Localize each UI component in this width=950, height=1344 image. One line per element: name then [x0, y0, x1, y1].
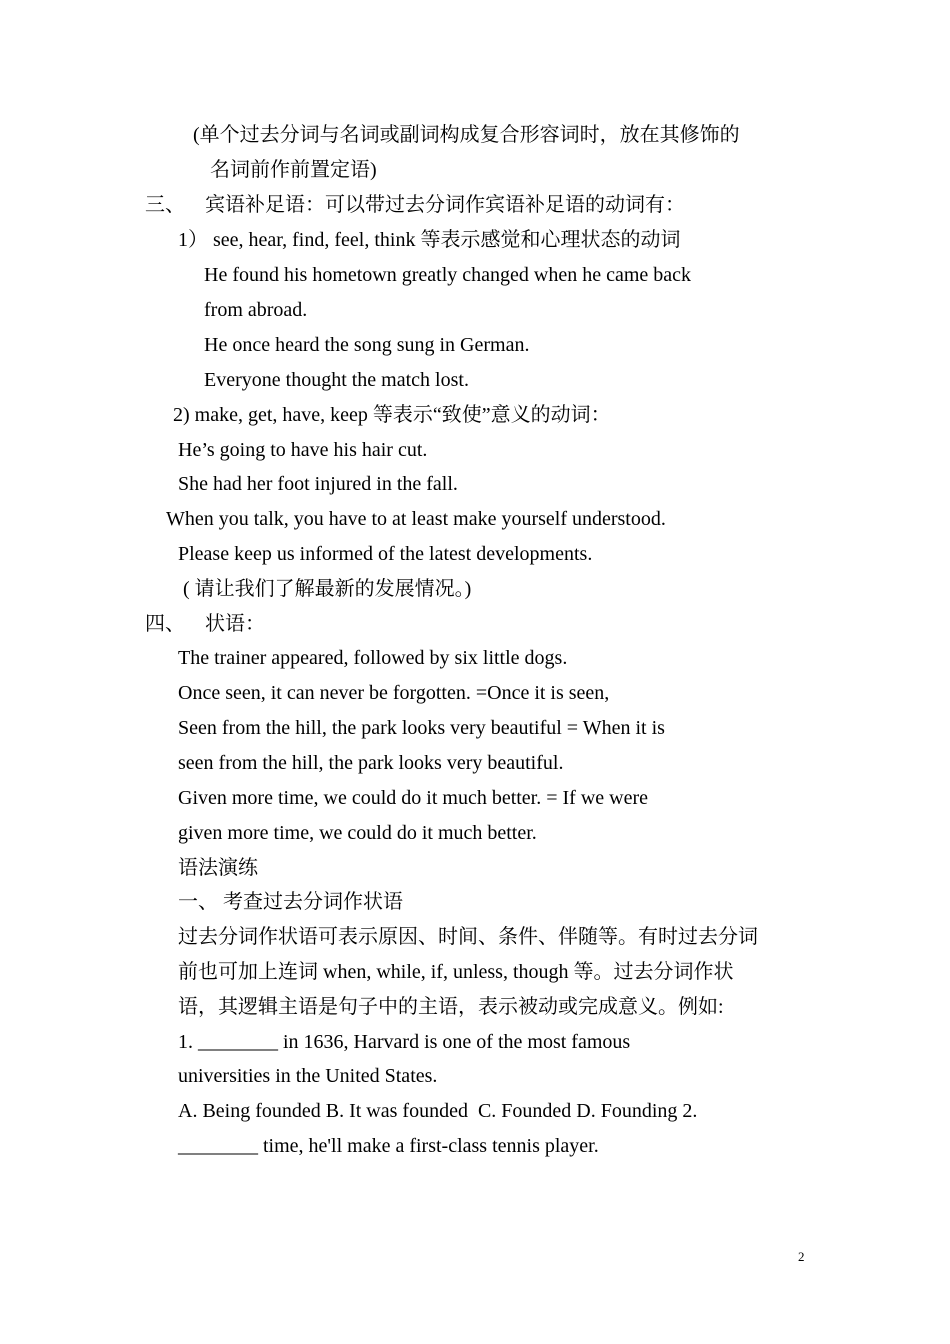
page-number: 2 — [798, 1249, 805, 1264]
example-sentence: seen from the hill, the park looks very beautiful. — [178, 752, 564, 774]
example-sentence: Seen from the hill, the park looks very beautiful = When it is — [178, 717, 665, 739]
translation-line: ( 请让我们了解最新的发展情况。) — [183, 578, 472, 600]
exercise-question: universities in the United States. — [178, 1065, 438, 1087]
example-sentence: Given more time, we could do it much better. = If we were — [178, 787, 649, 809]
section-heading: 语法演练 — [178, 857, 258, 879]
example-sentence: given more time, we could do it much better. — [178, 822, 537, 844]
section-heading: 四、 状语： — [145, 613, 265, 635]
exercise-question: ________ time, he'll make a first-class tennis player. — [178, 1135, 599, 1157]
text-line: 前也可加上连词 when, while, if, unless, though 等。过去分词作状 — [178, 961, 734, 983]
example-sentence: When you talk, you have to at least make yourself understood. — [166, 508, 666, 530]
example-sentence: He once heard the song sung in German. — [204, 334, 530, 356]
text-line: 1） see, hear, find, feel, think 等表示感觉和心理状态的动词 — [178, 229, 681, 251]
example-sentence: He found his hometown greatly changed when he came back — [204, 264, 692, 286]
section-heading: 三、 宾语补足语：可以带过去分词作宾语补足语的动词有： — [145, 194, 685, 216]
example-sentence: She had her foot injured in the fall. — [178, 473, 458, 495]
text-line: 名词前作前置定语) — [210, 159, 377, 181]
example-sentence: Everyone thought the match lost. — [204, 369, 469, 391]
exercise-question: 1. ________ in 1636, Harvard is one of the most famous — [178, 1031, 631, 1053]
example-sentence: Once seen, it can never be forgotten. =Once it is seen, — [178, 682, 610, 704]
text-line: 过去分词作状语可表示原因、时间、条件、伴随等。有时过去分词 — [178, 926, 758, 948]
example-sentence: Please keep us informed of the latest developments. — [178, 543, 593, 565]
text-line: 2) make, get, have, keep 等表示“致使”意义的动词： — [173, 404, 611, 426]
subsection-heading: 一、 考查过去分词作状语 — [178, 891, 403, 913]
example-sentence: The trainer appeared, followed by six little dogs. — [178, 647, 568, 669]
example-sentence: He’s going to have his hair cut. — [178, 439, 428, 461]
text-line: (单个过去分词与名词或副词构成复合形容词时，放在其修饰的 — [193, 124, 740, 146]
example-sentence: from abroad. — [204, 299, 308, 321]
exercise-options: A. Being founded B. It was founded C. Founded D. Founding 2. — [178, 1100, 698, 1122]
text-line: 语，其逻辑主语是句子中的主语，表示被动或完成意义。例如: — [178, 996, 724, 1018]
